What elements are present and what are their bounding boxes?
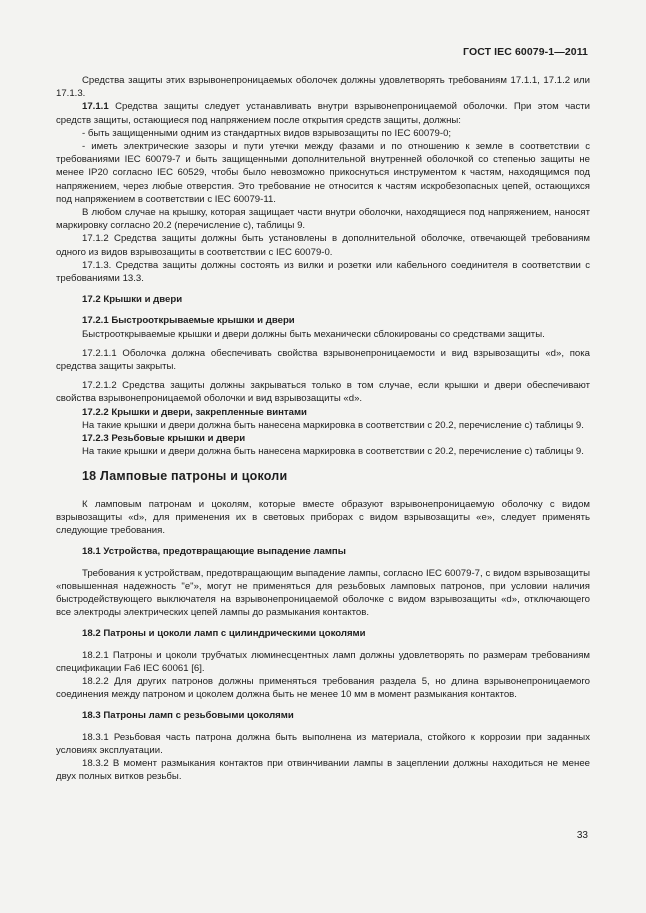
section-heading: 18.2 Патроны и цоколи ламп с цилиндрическими цоколями [82,628,366,640]
paragraph: Средства защиты этих взрывонепроницаемых оболочек должны удовлетворять требованиям 17.1.1, 17.1.2 или 17.1.3. [56,75,590,100]
paragraph: 18.3.2 В момент размыкания контактов при отвинчивании лампы в зацеплении должны находиться не менее двух полных витков резьбы. [56,757,590,783]
clause-number: 17.1.1 [82,101,109,113]
paragraph: К ламповым патронам и цоколям, которые вместе образуют взрывонепроницаемую оболочку с видом взрывозащиты «d», для применения их в световых приборах с видом взрывозащиты «е», следует применять следующие требования. [56,498,590,537]
paragraph [56,100,590,126]
paragraph: На такие крышки и двери должна быть нанесена маркировка в соответствии с 20.2, перечисление с) таблицы 9. [82,446,584,458]
list-item: - иметь электрические зазоры и пути утечки между фазами и по отношению к земле в соответствии с требованиями IEC 60079-7 и быть защищенными дополнительной внутренней оболочкой со степенью защиты не менее IP20 согласно IEC 60529, чтобы было невозможно прикоснуться инструментом к частям, находящимся под напряжением, через любые отверстия. Это требование не относится к частям искробезопасных цепей, остающихся под напряжением в соответствии с IEC 60079-11. [56,141,590,205]
paragraph: Требования к устройствам, предотвращающим выпадение лампы, согласно IEC 60079-7, с видом взрывозащиты «повышенная надежность "е"», могут не применяться для резьбовых ламповых патронов, при условии наличия быстродействующего выключателя на взрывонепроницаемой оболочке с видом взрывозащиты «d», отключающего все электроды электрических цепей лампы до размыкания контактов. [56,567,590,619]
paragraph: Быстрооткрываемые крышки и двери должны быть механически сблокированы со средствами защиты. [82,328,545,340]
subsection-heading: 17.2.1 Быстрооткрываемые крышки и двери [82,315,295,327]
paragraph: На такие крышки и двери должна быть нанесена маркировка в соответствии с 20.2, перечисление с) таблицы 9. [82,419,584,431]
paragraph: 17.1.2 Средства защиты должны быть установлены в дополнительной оболочке, отвечающей требованиям одного из видов взрывозащиты в соответствии с IEC 60079-0. [56,233,590,258]
section-heading: 18.1 Устройства, предотвращающие выпадение лампы [82,546,346,558]
section-heading: 18.3 Патроны ламп с резьбовыми цоколями [82,710,294,722]
paragraph: 17.1.3. Средства защиты должны состоять из вилки и розетки или кабельного соединителя в соответствии с требованиями 13.3. [56,259,590,285]
paragraph: 17.2.1.2 Средства защиты должны закрываться только в том случае, если крышки и двери обеспечивают свойства взрывонепроницаемой оболочки и вид взрывозащиты «d». [56,380,590,405]
paragraph: 17.2.1.1 Оболочка должна обеспечивать свойства взрывонепроницаемости и вид взрывозащиты «d», пока средства защиты закрыты. [56,347,590,373]
chapter-heading: 18 Ламповые патроны и цоколи [82,469,288,484]
paragraph: 18.3.1 Резьбовая часть патрона должна быть выполнена из материала, стойкого к коррозии при заданных условиях эксплуатации. [56,731,590,756]
list-item: - быть защищенными одним из стандартных видов взрывозащиты по IEC 60079-0; [82,127,452,139]
paragraph: В любом случае на крышку, которая защищает части внутри оболочки, находящиеся под напряжением, наносят маркировку согласно 20.2 (перечисление с), таблицы 9. [56,207,590,232]
subsection-heading: 17.2.2 Крышки и двери, закрепленные винтами [82,406,307,418]
section-heading: 17.2 Крышки и двери [82,294,183,306]
document-body [56,74,590,783]
page-number: 33 [576,830,588,841]
document-header: ГОСТ IEC 60079-1—2011 [463,46,588,58]
paragraph: 18.2.2 Для других патронов должны применяться требования раздела 5, но длина взрывонепроницаемого соединения между патроном и цоколем должна быть не менее 10 мм в момент размыкания контактов. [56,675,590,701]
subsection-heading: 17.2.3 Резьбовые крышки и двери [82,433,246,445]
paragraph-text: Средства защиты следует устанавливать внутри взрывонепроницаемой оболочки. При этом части средств защиты, остающиеся под напряжением после открытия средств защиты, должны: [56,101,590,126]
paragraph: 18.2.1 Патроны и цоколи трубчатых люминесцентных ламп должны удовлетворять по размерам требованиям спецификации Fa6 IEC 60061 [6]. [56,649,590,674]
